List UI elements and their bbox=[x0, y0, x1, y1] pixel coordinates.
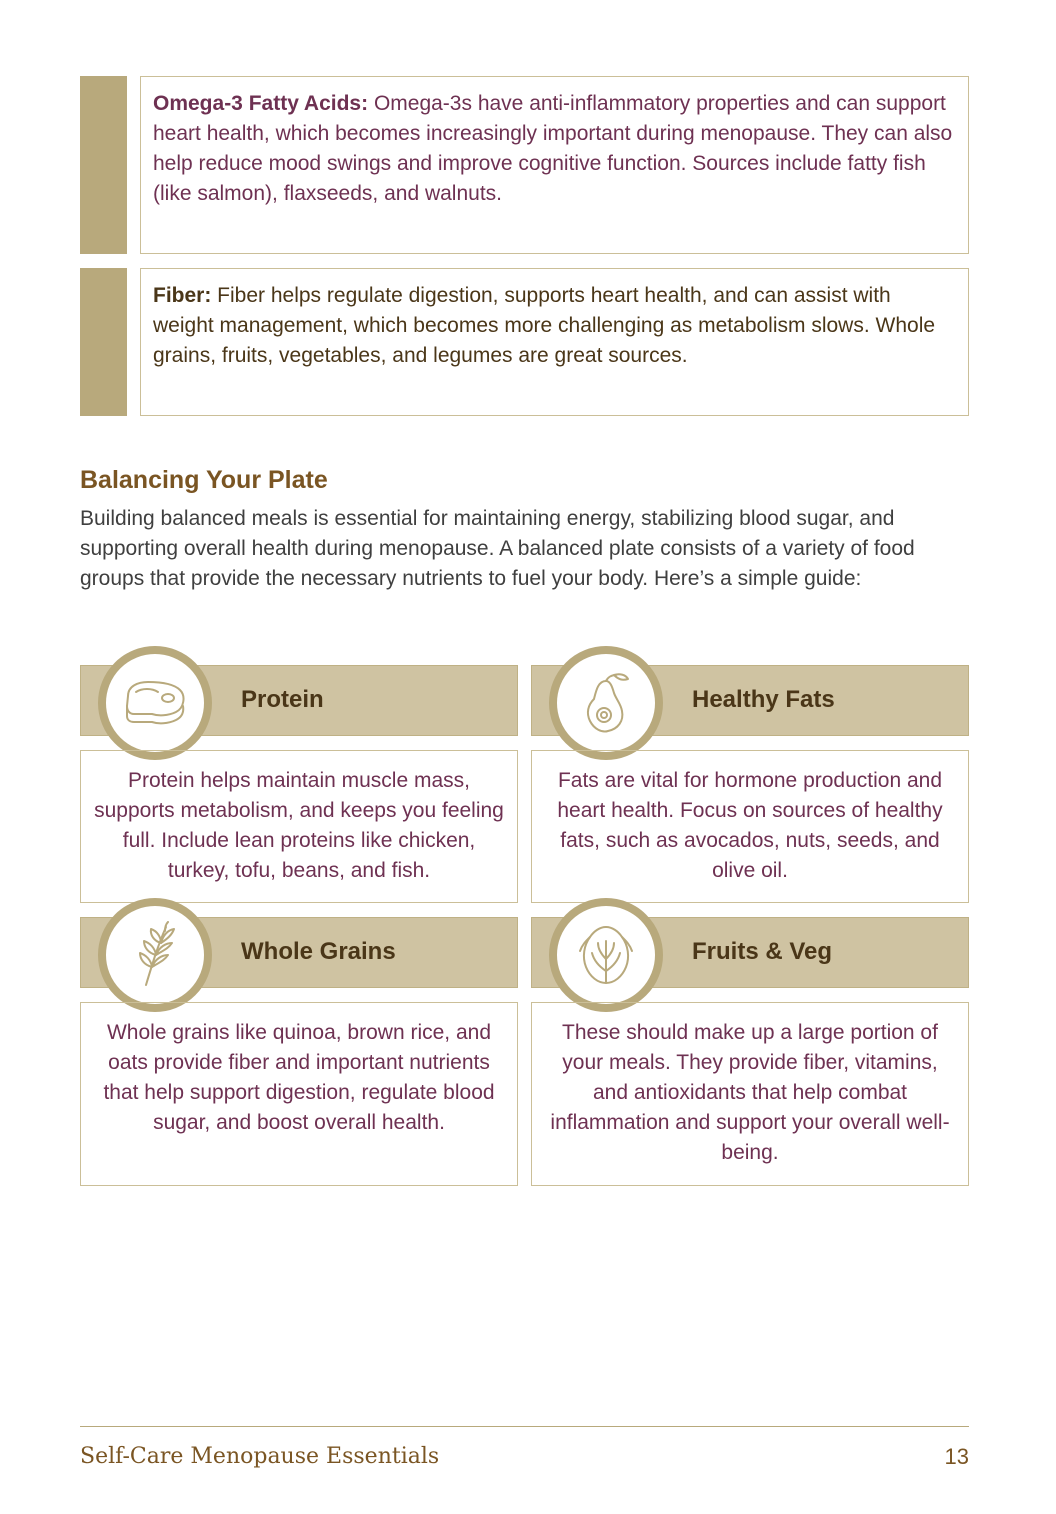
callout-term: Omega-3 Fatty Acids: bbox=[153, 92, 369, 115]
card-body: Fats are vital for hormone production and heart health. Focus on sources of healthy fats, such as avocados, nuts, seeds, and olive oil. bbox=[531, 750, 969, 903]
card-title: Fruits & Veg bbox=[692, 938, 833, 965]
callout-box bbox=[140, 268, 969, 416]
callout-text: Fiber helps regulate digestion, supports heart health, and can assist with weight management, which becomes more challenging as metabolism slows. Whole grains, fruits, vegetables, and legumes are great sources. bbox=[153, 284, 936, 367]
callout-accent-bar bbox=[80, 76, 127, 254]
card-title: Whole Grains bbox=[241, 938, 396, 965]
card-title: Protein bbox=[241, 686, 324, 713]
footer-divider bbox=[80, 1426, 969, 1427]
meat-steak-icon bbox=[122, 678, 188, 728]
footer-title: Self-Care Menopause Essentials bbox=[80, 1444, 440, 1469]
wheat-icon bbox=[132, 921, 178, 989]
card-body: Protein helps maintain muscle mass, supports metabolism, and keeps you feeling full. Include lean proteins like chicken, turkey, tofu, beans, and fish. bbox=[80, 750, 518, 903]
callout-text: Omega-3s have anti-inflammatory properties and can support heart health, which becomes increasingly important during menopause. They can also help reduce mood swings and improve cognitive function. Sources include fatty fish (like salmon), flaxseeds, and walnuts. bbox=[153, 92, 953, 205]
icon-badge bbox=[98, 646, 212, 760]
page-number: 13 bbox=[944, 1444, 969, 1469]
card-title: Healthy Fats bbox=[692, 686, 835, 713]
section-intro: Building balanced meals is essential for maintaining energy, stabilizing blood sugar, and supporting overall health during menopause. A balanced plate consists of a variety of food groups that provide the necessary nutrients to fuel your body. Here’s a simple guide: bbox=[80, 507, 915, 590]
callout-accent-bar bbox=[80, 268, 127, 416]
avocado-icon bbox=[580, 671, 632, 735]
callout-term: Fiber: bbox=[153, 284, 212, 307]
icon-badge bbox=[98, 898, 212, 1012]
leafy-greens-icon bbox=[576, 923, 636, 987]
icon-badge bbox=[549, 646, 663, 760]
omega3-callout bbox=[80, 76, 969, 254]
fiber-callout bbox=[80, 268, 969, 416]
card-body: Whole grains like quinoa, brown rice, and oats provide fiber and important nutrients that help support digestion, regulate blood sugar, and boost overall health. bbox=[80, 1002, 518, 1186]
icon-badge bbox=[549, 898, 663, 1012]
callout-box bbox=[140, 76, 969, 254]
section-title: Balancing Your Plate bbox=[80, 466, 328, 494]
card-body: These should make up a large portion of your meals. They provide fiber, vitamins, and antioxidants that help combat inflammation and support your overall well-being. bbox=[531, 1002, 969, 1186]
